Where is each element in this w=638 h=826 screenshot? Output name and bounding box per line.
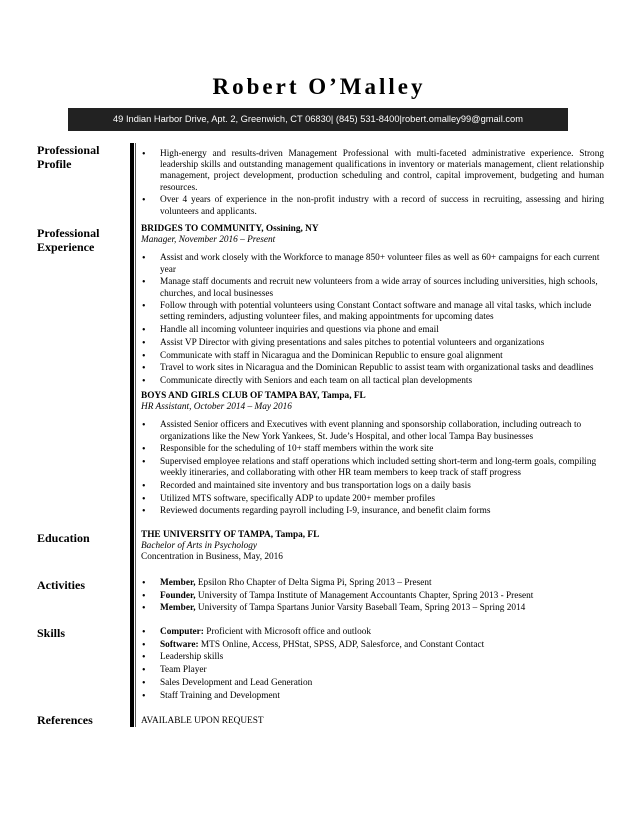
item-label: Member, [160, 578, 196, 588]
list-item: • Assist and work closely with the Workforce to manage 850+ volunteer files as well as 60+ campaigns for each current year [141, 253, 604, 275]
item-text: University of Tampa Institute of Management Accountants Chapter, Spring 2013 - Present [195, 590, 534, 601]
list-item [141, 627, 604, 638]
item-text: MTS Online, Access, PHStat, SPSS, ADP, Salesforce, and Constant Contact [198, 639, 485, 650]
education-content [141, 530, 604, 564]
activities-content [141, 578, 604, 616]
resume-name: Robert O’Malley [212, 74, 426, 99]
job-org: BOYS AND GIRLS CLUB OF TAMPA BAY, Tampa, FL [141, 391, 366, 401]
item-text: Proficient with Microsoft office and outlook [203, 627, 372, 637]
list-item [141, 603, 604, 614]
section-heading-activities: Activities [37, 578, 85, 592]
item-text: University of Tampa Spartans Junior Varsity Baseball Team, Spring 2013 – Spring 2014 [195, 603, 526, 614]
list-item: • Assisted Senior officers and Executives with event planning and sponsorship collaboration, including outreach to organizations like the New York Yankees, St. Jude’s Hospital, and other local Tampa Bay businesses [141, 420, 604, 442]
list-item: • Staff Training and Development [141, 691, 604, 702]
profile-content [141, 149, 604, 219]
list-item: • Communicate directly with Seniors and each team on all tactical plan developments [141, 376, 604, 387]
list-item: • Follow through with potential volunteers using Constant Contact software and manage all vital tasks, which include setting reminders, adjusting volunteer files, and making appointments for upcoming dates [141, 301, 604, 323]
heading-line: Professional [37, 226, 100, 240]
concentration: Concentration in Business, May, 2016 [141, 552, 283, 563]
list-item: • Travel to work sites in Nicaragua and the Dominican Republic to assist team with organizational tasks and deadlines [141, 363, 604, 374]
list-item [141, 640, 604, 651]
school-name: THE UNIVERSITY OF TAMPA, Tampa, FL [141, 530, 320, 540]
list-item: • Recorded and maintained site inventory and bus transportation logs on a daily basis [141, 481, 604, 492]
job-role: HR Assistant, October 2014 – May 2016 [141, 402, 292, 413]
list-item: • Sales Development and Lead Generation [141, 678, 604, 689]
item-label: Founder, [160, 590, 196, 601]
heading-line: Professional [37, 143, 100, 157]
heading-line: Profile [37, 157, 72, 171]
list-item [141, 591, 604, 602]
item-text: Epsilon Rho Chapter of Delta Sigma Pi, Spring 2013 – Present [195, 578, 432, 588]
degree: Bachelor of Arts in Psychology [141, 541, 258, 552]
list-item [141, 578, 604, 589]
job-org: BRIDGES TO COMMUNITY, Ossining, NY [141, 224, 319, 234]
list-item: • Supervised employee relations and staff operations which included setting short-term and long-term goals, compiling weekly itineraries, and collaborating with other HR team members to keep track of staff progress [141, 457, 604, 479]
item-label: Software: [160, 639, 199, 650]
section-heading-experience [37, 226, 127, 254]
list-item: • Utilized MTS software, specifically ADP to update 200+ member profiles [141, 494, 604, 505]
skills-content [141, 627, 604, 703]
section-heading-education: Education [37, 531, 90, 545]
section-heading-references: References [37, 713, 93, 727]
list-item: • Team Player [141, 665, 604, 676]
references-content: AVAILABLE UPON REQUEST [141, 716, 264, 726]
list-item: • High-energy and results-driven Management Professional with multi-faceted administrative experience. Strong leadership skills and outstanding management qualifications in inventory or materials management, client relationship management, project development, production scheduling and control, capital improvement, budgeting and human resources. [141, 149, 604, 194]
list-item: • Responsible for the scheduling of 10+ staff members within the work site [141, 444, 604, 455]
item-label: Computer: [160, 627, 204, 637]
list-item: • Reviewed documents regarding payroll including I-9, insurance, and benefit claim forms [141, 506, 604, 517]
list-item: • Communicate with staff in Nicaragua and the Dominican Republic to ensure goal alignment [141, 351, 604, 362]
divider-line-thin [135, 143, 136, 727]
section-heading-skills: Skills [37, 626, 66, 640]
list-item: • Leadership skills [141, 652, 604, 663]
experience-job-2 [141, 391, 604, 519]
list-item: • Over 4 years of experience in the non-profit industry with a record of success in recruiting, assessing and hiring volunteers and applicants. [141, 195, 604, 217]
job-role: Manager, November 2016 – Present [141, 235, 276, 246]
list-item: • Handle all incoming volunteer inquiries and questions via phone and email [141, 325, 604, 336]
list-item: • Assist VP Director with giving presentations and sales pitches to potential volunteers and organizations [141, 338, 604, 349]
experience-job-1 [141, 224, 604, 389]
heading-line: Experience [37, 240, 95, 254]
section-heading-profile [37, 143, 127, 171]
item-label: Member, [160, 603, 196, 614]
divider-line [130, 143, 134, 727]
contact-bar: 49 Indian Harbor Drive, Apt. 2, Greenwich, CT 06830| (845) 531-8400|robert.omalley99@gmail.com [68, 108, 568, 131]
list-item: • Manage staff documents and recruit new volunteers from a wide array of sources including universities, high schools, churches, and local businesses [141, 277, 604, 299]
